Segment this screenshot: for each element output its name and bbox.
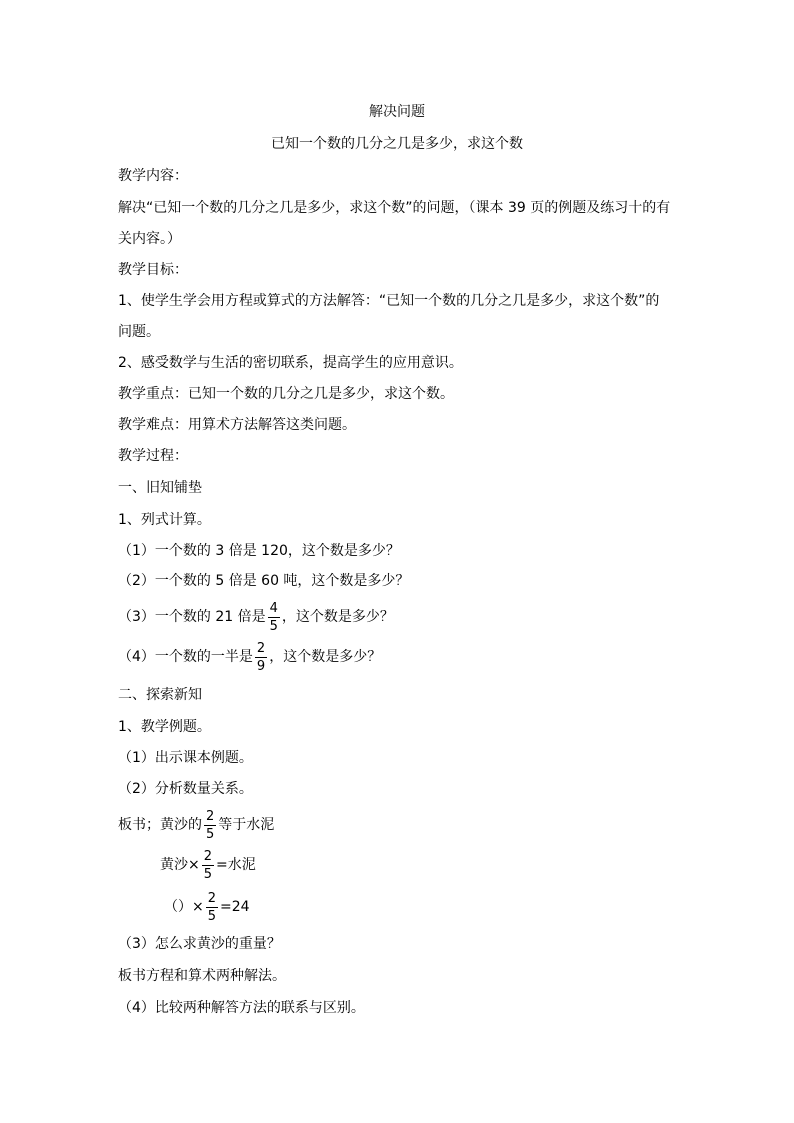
section-2-item-1: 1、教学例题。 — [118, 719, 211, 735]
question-3 — [118, 600, 394, 634]
board-note — [118, 808, 274, 842]
content-line-2: 关内容。） — [118, 231, 181, 247]
board-note-2: 板书方程和算术两种解法。 — [118, 968, 286, 984]
goal-1-line-1: 1、使学生学会用方程或算式的方法解答：“已知一个数的几分之几是多少，求这个数”的 — [118, 293, 660, 309]
fraction-denominator: 9 — [256, 658, 266, 674]
key-point: 教学重点：已知一个数的几分之几是多少，求这个数。 — [118, 386, 454, 402]
page-title: 解决问题 — [369, 104, 425, 120]
equation-2 — [164, 890, 250, 924]
content-line-1: 解决“已知一个数的几分之几是多少，求这个数”的问题，（课本 39 页的例题及练习十的有 — [118, 200, 671, 216]
fraction-2-5 — [202, 849, 214, 882]
fraction-2-9 — [255, 641, 267, 674]
goal-1-line-2: 问题。 — [118, 324, 160, 340]
fraction-denominator: 5 — [269, 618, 278, 634]
fraction-numerator: 4 — [269, 600, 278, 616]
question-4-tail: ，这个数是多少？ — [269, 649, 382, 665]
fraction-denominator: 5 — [203, 866, 213, 882]
page-subtitle: 已知一个数的几分之几是多少，求这个数 — [271, 136, 523, 152]
fraction-denominator: 5 — [207, 908, 217, 924]
fraction-2-5 — [204, 809, 216, 842]
question-4-text: （4）一个数的一半是 — [118, 649, 253, 665]
equation-2-right: =24 — [220, 899, 250, 915]
question-2: （2）一个数的 5 倍是 60 吨，这个数是多少？ — [118, 573, 410, 589]
equation-2-left: （）× — [164, 899, 204, 915]
goals-heading: 教学目标： — [118, 262, 188, 278]
fraction-numerator: 2 — [256, 640, 266, 656]
step-3: （3）怎么求黄沙的重量？ — [118, 936, 281, 952]
process-heading: 教学过程： — [118, 448, 188, 464]
fraction-2-5 — [206, 891, 218, 924]
step-2: （2）分析数量关系。 — [118, 781, 253, 797]
section-1-heading: 一、旧知铺垫 — [118, 480, 202, 496]
fraction-numerator: 2 — [206, 808, 215, 824]
content-heading: 教学内容： — [118, 168, 188, 184]
question-3-tail: ，这个数是多少？ — [281, 609, 394, 625]
difficulty: 教学难点：用算术方法解答这类问题。 — [118, 417, 356, 433]
board-note-text: 板书；黄沙的 — [118, 817, 202, 833]
equation-1-right: =水泥 — [216, 857, 256, 873]
fraction-numerator: 2 — [203, 848, 213, 864]
section-1-item-1: 1、列式计算。 — [118, 512, 211, 528]
fraction-numerator: 2 — [207, 890, 217, 906]
fraction-4-5 — [268, 601, 280, 634]
equation-1-left: 黄沙× — [160, 857, 200, 873]
question-3-text: （3）一个数的 21 倍是 — [118, 609, 266, 625]
board-note-tail: 等于水泥 — [218, 817, 275, 833]
section-2-heading: 二、探索新知 — [118, 687, 202, 703]
step-4: （4）比较两种解答方法的联系与区别。 — [118, 1000, 365, 1016]
goal-2: 2、感受数学与生活的密切联系，提高学生的应用意识。 — [118, 355, 463, 371]
step-1: （1）出示课本例题。 — [118, 750, 253, 766]
question-4 — [118, 640, 381, 674]
fraction-denominator: 5 — [206, 826, 215, 842]
question-1: （1）一个数的 3 倍是 120，这个数是多少？ — [118, 543, 400, 559]
equation-1 — [160, 848, 256, 882]
